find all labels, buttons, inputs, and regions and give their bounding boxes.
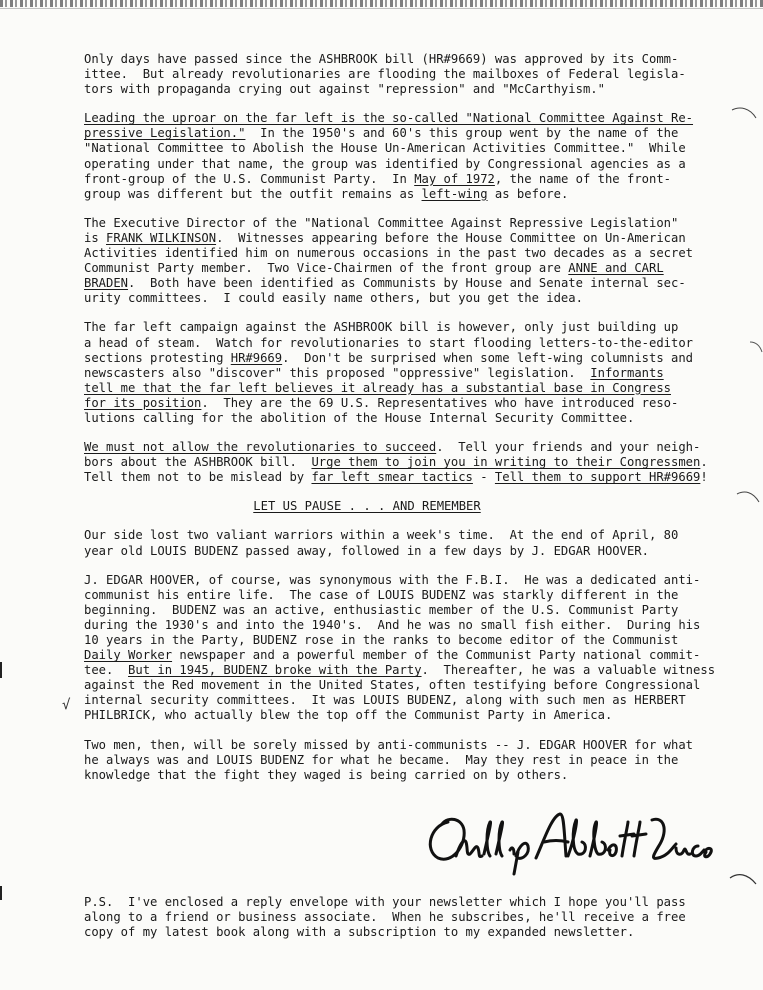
text-line	[84, 336, 734, 351]
text-run: group was different but the outfit remains as	[84, 186, 422, 201]
text-line	[84, 82, 734, 97]
newsletter-body	[84, 52, 734, 797]
text-line	[84, 396, 734, 411]
text-line	[84, 768, 734, 783]
text-line	[84, 261, 734, 276]
underlined-text: May of 1972	[414, 171, 495, 186]
text-run: . Don't be surprised when some left-wing columnists and	[282, 350, 694, 365]
paragraph	[84, 738, 734, 783]
text-run: Only days have passed since the ASHBROOK bill (HR#9669) was approved by its Comm-	[84, 52, 679, 66]
scan-top-rule	[0, 8, 763, 9]
text-run: as before.	[487, 186, 569, 201]
text-run: internal security committees. It was LOUIS BUDENZ, along with such men as HERBERT	[84, 693, 686, 708]
underlined-text: Leading the uproar on the far left is the so-called "National Committee Against Re-	[84, 111, 694, 126]
text-run: .	[700, 455, 708, 470]
paragraph	[84, 320, 734, 426]
paragraph	[84, 440, 734, 485]
underlined-text: ANNE and CARL	[568, 261, 664, 276]
text-line	[84, 111, 734, 126]
text-line	[84, 67, 734, 82]
text-run: year old LOUIS BUDENZ passed away, followed in a few days by J. EDGAR HOOVER.	[84, 543, 649, 558]
text-run: -	[472, 470, 495, 485]
underlined-text: FRANK WILKINSON	[106, 230, 217, 245]
text-run: 10 years in the Party, BUDENZ rose in the ranks to become editor of the Communist	[84, 633, 679, 647]
text-run: . They are the 69 U.S. Representatives who have introduced reso-	[201, 395, 679, 410]
underlined-text: HR#9669	[230, 350, 283, 365]
underlined-text: Urge them to join you in writing to their Congressmen	[311, 455, 701, 470]
text-line	[84, 753, 734, 768]
text-line	[84, 366, 734, 381]
text-run: beginning. BUDENZ was an active, enthusiastic member of the U.S. Communist Party	[84, 602, 679, 617]
text-run: ittee. But already revolutionaries are flooding the mailboxes of Federal legisla-	[84, 67, 686, 82]
text-line	[84, 588, 734, 603]
text-run: bors about the ASHBROOK bill.	[84, 455, 312, 470]
text-run: communist his entire life. The case of LOUIS BUDENZ was starkly different in the	[84, 587, 679, 602]
text-run: tors with propaganda crying out against "repression" and "McCarthyism."	[84, 82, 605, 97]
text-run: J. EDGAR HOOVER, of course, was synonymous with the F.B.I. He was a dedicated anti-	[84, 572, 701, 587]
text-run: sections protesting	[84, 350, 231, 365]
ps-line: copy of my latest book along with a subscription to my expanded newsletter.	[84, 925, 635, 940]
text-run: Tell them not to be mislead by	[84, 470, 312, 485]
scan-edge-mark	[0, 662, 2, 678]
text-line	[84, 216, 734, 231]
text-line	[84, 411, 734, 426]
text-run: !	[700, 470, 708, 485]
text-line	[84, 528, 734, 543]
text-line	[84, 455, 734, 470]
text-run: . Witnesses appearing before the House Committee on Un-American	[216, 230, 686, 245]
text-line	[84, 52, 734, 67]
text-line	[84, 141, 734, 156]
text-run: Our side lost two valiant warriors within a week's time. At the end of April, 80	[84, 528, 679, 543]
text-line	[84, 738, 734, 753]
text-line	[84, 246, 734, 261]
text-run: The Executive Director of the "National Committee Against Repressive Legislation"	[84, 215, 679, 230]
text-line	[84, 544, 734, 559]
margin-mark	[735, 488, 763, 506]
text-run: "National Committee to Abolish the House Un-American Activities Committee." While	[84, 141, 686, 156]
text-run: he always was and LOUIS BUDENZ for what he became. May they rest in peace in the	[84, 752, 679, 767]
text-run: Two men, then, will be sorely missed by anti-communists -- J. EDGAR HOOVER for what	[84, 737, 694, 752]
ps-line: along to a friend or business associate. When he subscribes, he'll receive a free	[84, 910, 686, 925]
text-line	[84, 157, 734, 172]
text-line	[84, 126, 734, 141]
paragraph	[84, 111, 734, 202]
text-run: during the 1930's and into the 1940's. And he was no small fish either. During his	[84, 617, 701, 632]
text-run: . Both have been identified as Communists by House and Senate internal sec-	[128, 276, 686, 291]
section-heading	[84, 499, 650, 514]
text-run: against the Red movement in the United States, often testifying before Congressional	[84, 678, 701, 693]
text-line	[84, 573, 734, 588]
underlined-text: LET US PAUSE . . . AND REMEMBER	[253, 499, 481, 514]
text-run: Activities identified him on numerous occasions in the past two decades as a secret	[84, 246, 694, 261]
text-line	[84, 603, 734, 618]
text-run: Communist Party member. Two Vice-Chairmen of the front group are	[84, 261, 569, 276]
ps-line: P.S. I've enclosed a reply envelope with your newsletter which I hope you'll pass	[84, 895, 686, 909]
text-line	[84, 381, 734, 396]
text-line	[84, 663, 734, 678]
handwritten-signature-image	[418, 800, 718, 880]
underlined-text: pressive Legislation."	[84, 126, 246, 141]
text-line	[84, 618, 734, 633]
text-line	[84, 187, 734, 202]
underlined-text: tell me that the far left believes it already has a substantial base in Congress	[84, 380, 671, 395]
text-run: The far left campaign against the ASHBROOK bill is however, only just building up	[84, 320, 679, 335]
text-run: is	[84, 230, 107, 245]
text-line	[84, 320, 734, 335]
paragraph	[84, 528, 734, 558]
margin-mark	[728, 870, 760, 890]
text-line	[84, 678, 734, 693]
underlined-text: for its position	[84, 395, 202, 410]
underlined-text: far left smear tactics	[311, 470, 473, 485]
text-run: In the 1950's and 60's this group went by the name of the	[245, 126, 679, 141]
underlined-text: Tell them to support HR#9669	[494, 470, 701, 485]
signature	[418, 800, 718, 880]
text-run: PHILBRICK, who actually blew the top off the Communist Party in America.	[84, 708, 613, 723]
text-line	[84, 633, 734, 648]
postscript	[84, 895, 734, 940]
text-run: . Tell your friends and your neigh-	[436, 440, 701, 455]
text-line	[84, 470, 734, 485]
text-line	[84, 276, 734, 291]
text-run: , the name of the front-	[494, 171, 672, 186]
text-line	[84, 351, 734, 366]
text-line	[84, 440, 734, 455]
text-run: a head of steam. Watch for revolutionaries to start flooding letters-to-the-editor	[84, 335, 694, 350]
text-run: front-group of the U.S. Communist Party. In	[84, 171, 415, 186]
text-run: lutions calling for the abolition of the House Internal Security Committee.	[84, 410, 635, 425]
text-run: knowledge that the fight they waged is being carried on by others.	[84, 767, 569, 782]
paragraph	[84, 52, 734, 97]
margin-mark	[748, 338, 763, 356]
text-line	[84, 648, 734, 663]
text-line	[84, 291, 734, 306]
text-line	[84, 693, 734, 708]
margin-check-mark: √	[62, 697, 71, 713]
text-line	[84, 172, 734, 187]
underlined-text: left-wing	[421, 186, 488, 201]
text-line	[84, 231, 734, 246]
underlined-text: We must not allow the revolutionaries to succeed	[84, 440, 437, 455]
text-run: operating under that name, the group was identified by Congressional agencies as a	[84, 156, 686, 171]
paragraph	[84, 216, 734, 307]
text-run: newscasters also "discover" this proposed "oppressive" legislation.	[84, 365, 591, 380]
paragraph	[84, 573, 734, 724]
text-line	[84, 499, 650, 514]
underlined-text: BRADEN	[84, 276, 129, 291]
scan-edge-mark	[0, 886, 2, 900]
underlined-text: But in 1945, BUDENZ broke with the Party	[128, 663, 422, 678]
text-run: tee.	[84, 663, 129, 678]
underlined-text: Informants	[590, 365, 664, 380]
text-line	[84, 708, 734, 723]
text-run: . Thereafter, he was a valuable witness	[421, 663, 716, 678]
margin-mark	[730, 104, 760, 124]
text-run: newspaper and a powerful member of the Communist Party national commit-	[172, 648, 701, 663]
underlined-text: Daily Worker	[84, 648, 173, 663]
text-run: urity committees. I could easily name others, but you get the idea.	[84, 291, 583, 306]
scan-top-edge	[0, 0, 763, 7]
